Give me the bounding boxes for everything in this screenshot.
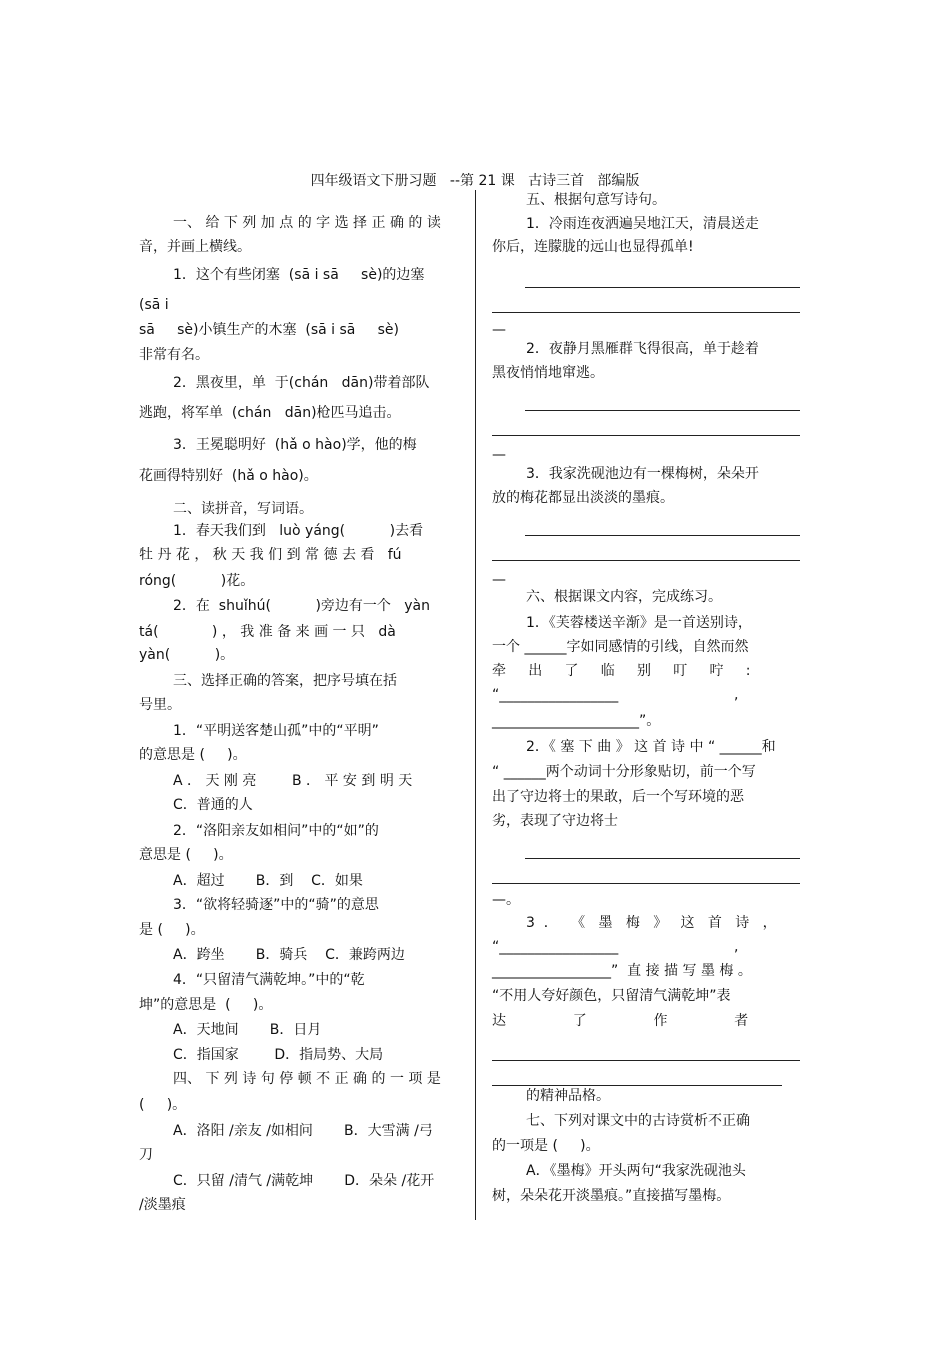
answer-line	[492, 435, 800, 436]
text-line: 3 ． 《 墨 梅 》 这 首 诗 ，	[526, 915, 777, 931]
answer-line	[492, 1060, 800, 1061]
text-line: 五、根据句意写诗句。	[526, 192, 666, 208]
text-line: 二、读拼音，写词语。	[173, 501, 313, 517]
answer-line	[492, 312, 800, 313]
text-line: (sā i	[139, 297, 169, 313]
text-line: “_________________ ,	[492, 939, 739, 955]
text-line: 黑夜悄悄地窜逃。	[492, 365, 604, 381]
text-line: C．普通的人	[173, 797, 253, 813]
text-line: —	[492, 447, 506, 463]
text-line: 你后，连朦胧的远山也显得孤单!	[492, 239, 694, 255]
text-line: 出了守边将士的果敢，后一个写环境的恶	[492, 789, 744, 805]
text-line: 劣，表现了守边将士	[492, 813, 618, 829]
answer-line	[492, 1085, 782, 1086]
text-line: 2．“洛阳亲友如相问”中的“如”的	[173, 823, 379, 839]
text-line: 号里。	[139, 697, 181, 713]
text-line: sā sè)小镇生产的木塞 (sā i sā sè)	[139, 322, 400, 338]
text-line: —。	[492, 892, 520, 908]
text-line: A．洛阳 /亲友 /如相问 B．大雪满 /弓	[173, 1123, 433, 1139]
text-line: 树，朵朵花开淡墨痕。”直接描写墨梅。	[492, 1188, 731, 1204]
text-line: —	[492, 322, 506, 338]
text-line: 牡 丹 花 ， 秋 天 我 们 到 常 德 去 看 fú	[139, 547, 402, 563]
text-line: A．超过 B．到 C．如果	[173, 873, 363, 889]
text-line: 是 ( )。	[139, 922, 205, 938]
text-line: 牵 出 了 临 别 叮 咛 :	[492, 663, 751, 679]
text-line: 刀	[139, 1147, 153, 1163]
text-line: A．跨坐 B．骑兵 C．兼跨两边	[173, 947, 405, 963]
answer-line	[525, 410, 800, 411]
text-line: A ． 天 刚 亮 B ． 平 安 到 明 天	[173, 773, 413, 789]
text-line: 2．在 shuǐhú( )旁边有一个 yàn	[173, 598, 430, 614]
text-line: 1．“平明送客楚山孤”中的“平明”	[173, 723, 379, 739]
text-line: 的一项是 ( )。	[492, 1138, 600, 1154]
text-line: 三、选择正确的答案，把序号填在括	[173, 673, 397, 689]
column-divider	[475, 190, 476, 1220]
text-line: 3．我家洗砚池边有一棵梅树，朵朵开	[526, 466, 759, 482]
text-line: tá( ) ， 我 准 备 来 画 一 只 dà	[139, 624, 396, 640]
text-line: 2．夜静月黑雁群飞得很高，单于趁着	[526, 341, 759, 357]
text-line: /淡墨痕	[139, 1197, 186, 1213]
answer-line	[525, 535, 800, 536]
text-line: _________________” 直 接 描 写 墨 梅 。	[492, 963, 752, 979]
text-line: C．指国家 D．指局势、大局	[173, 1047, 384, 1063]
text-line: 3．王冕聪明好 (hǎ o hào)学，他的梅	[173, 437, 417, 453]
text-line: 逃跑，将军单 (chán dān)枪匹马追击。	[139, 405, 401, 421]
page-title: 四年级语文下册习题 --第 21 课 古诗三首 部编版	[310, 173, 640, 189]
text-line: róng( )花。	[139, 573, 255, 589]
answer-line	[525, 858, 800, 859]
text-line: 一、 给 下 列 加 点 的 字 选 择 正 确 的 读	[173, 215, 441, 231]
text-line: 1．冷雨连夜洒遍吴地江天，清晨送走	[526, 216, 759, 232]
text-line: 4．“只留清气满乾坤。”中的“乾	[173, 972, 365, 988]
text-line: 一个 ______字如同感情的引线，自然而然	[492, 639, 749, 655]
answer-line	[492, 883, 800, 884]
text-line: 的意思是 ( )。	[139, 747, 247, 763]
text-line: “不用人夸好颜色，只留清气满乾坤”表	[492, 988, 731, 1004]
text-line: “ ______两个动词十分形象贴切，前一个写	[492, 764, 756, 780]
text-line: _____________________”。	[492, 713, 661, 729]
text-line: 意思是 ( )。	[139, 847, 233, 863]
text-line: 花画得特别好 (hǎ o hào)。	[139, 468, 318, 484]
text-line: 四、 下 列 诗 句 停 顿 不 正 确 的 一 项 是	[173, 1071, 441, 1087]
text-line: 六、根据课文内容，完成练习。	[526, 589, 722, 605]
text-line: 音，并画上横线。	[139, 239, 251, 255]
text-line: A．《墨梅》开头两句“我家洗砚池头	[526, 1163, 746, 1179]
text-line: 放的梅花都显出淡淡的墨痕。	[492, 490, 674, 506]
text-line: —	[492, 572, 506, 588]
text-line: 非常有名。	[139, 347, 209, 363]
text-line: yàn( )。	[139, 647, 235, 663]
text-line: 2．黑夜里，单 于(chán dān)带着部队	[173, 375, 430, 391]
text-line: 1．这个有些闭塞 (sā i sā sè)的边塞	[173, 267, 425, 283]
answer-line	[525, 287, 800, 288]
text-line: 坤”的意思是 ( )。	[139, 997, 273, 1013]
text-line: 1．《芙蓉楼送辛渐》是一首送别诗，	[526, 615, 752, 631]
text-line: 达 了 作 者	[492, 1013, 749, 1029]
text-line: 3．“欲将轻骑逐”中的“骑”的意思	[173, 897, 379, 913]
text-line: 1．春天我们到 luò yáng( )去看	[173, 523, 424, 539]
text-line: C．只留 /清气 /满乾坤 D．朵朵 /花开	[173, 1173, 435, 1189]
text-line: ( )。	[139, 1097, 187, 1113]
answer-line	[492, 560, 800, 561]
text-line: A．天地间 B．日月	[173, 1022, 322, 1038]
text-line: “_________________ ,	[492, 687, 739, 703]
text-line: 七、下列对课文中的古诗赏析不正确	[526, 1113, 750, 1129]
text-line: 2．《 塞 下 曲 》 这 首 诗 中 “ ______和	[526, 739, 776, 755]
text-line: 的精神品格。	[526, 1088, 610, 1104]
